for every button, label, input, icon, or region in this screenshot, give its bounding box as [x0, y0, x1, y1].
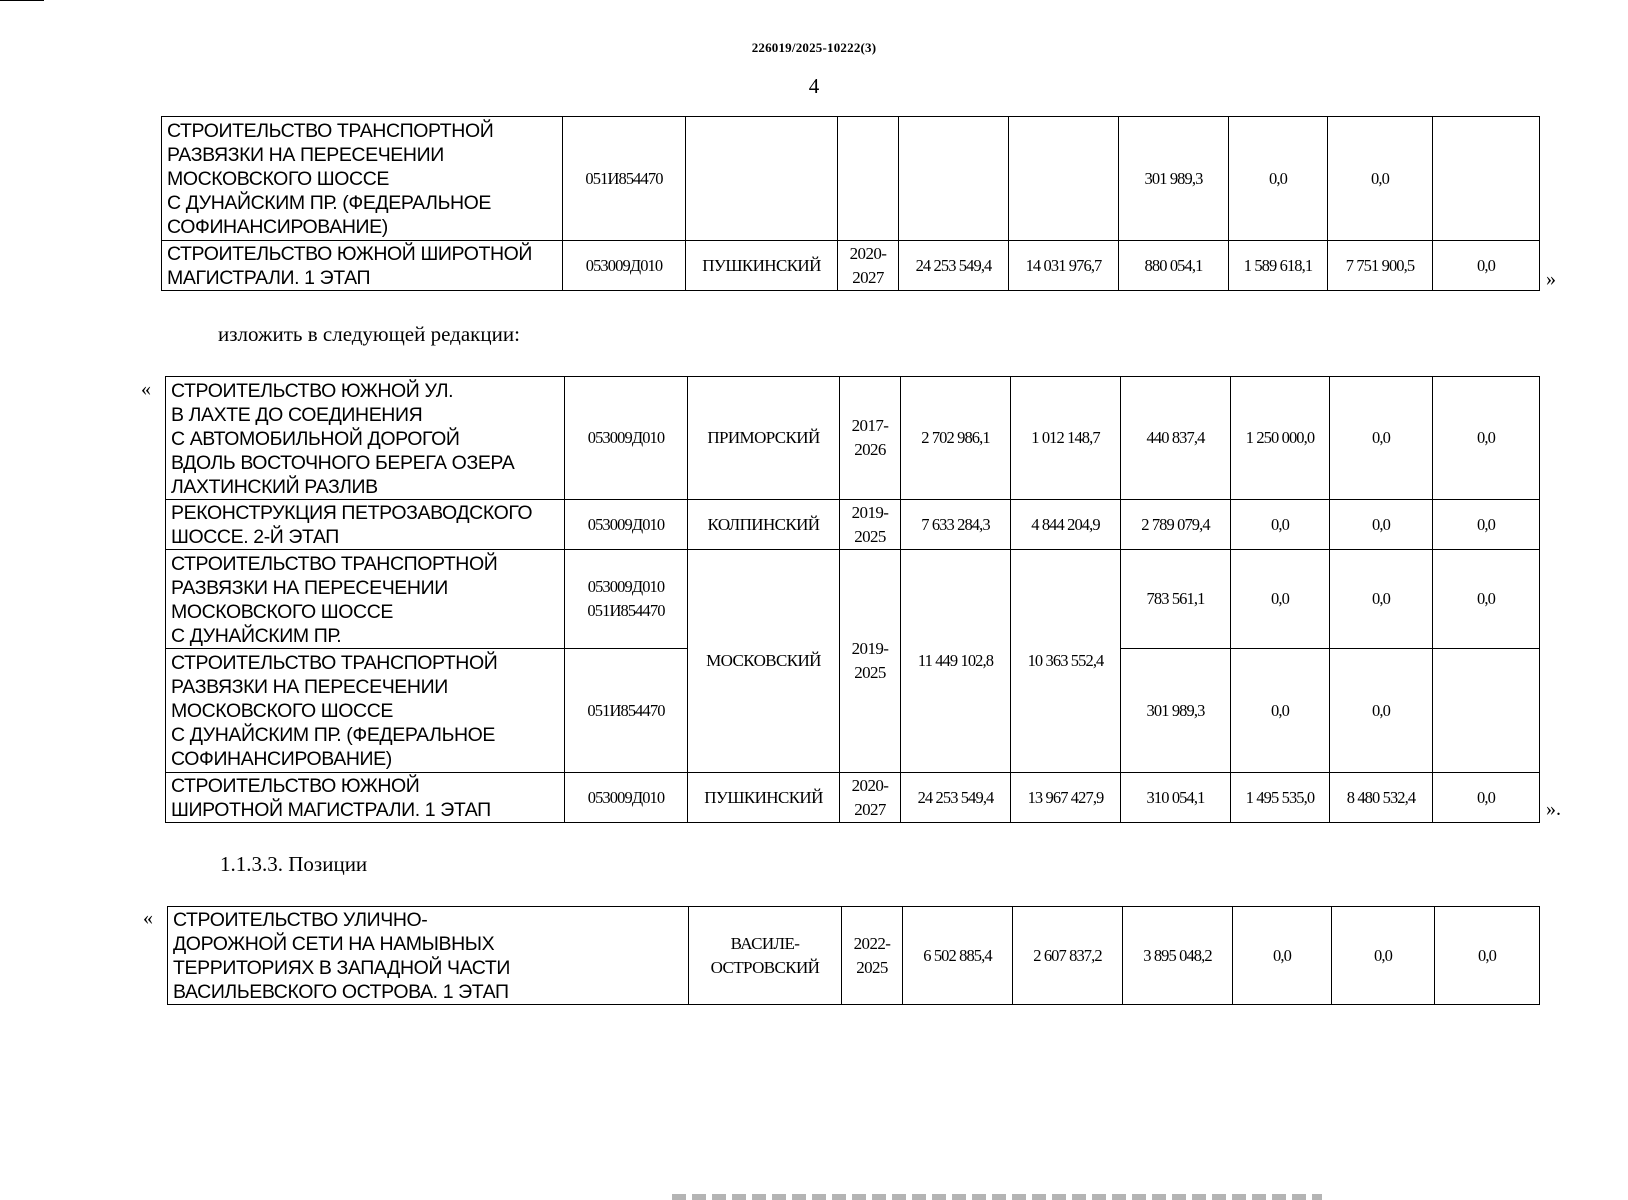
table-top [161, 116, 1540, 291]
object-name: СТРОИТЕЛЬСТВО ЮЖНОЙ ШИРОТНОЙ МАГИСТРАЛИ. 1 ЭТАП [171, 775, 491, 821]
paragraph-section-heading: 1.1.3.3. Позиции [220, 852, 368, 876]
year-1-value: 3 895 048,2 [1123, 907, 1233, 1005]
year-1-value: 310 054,1 [1121, 773, 1231, 823]
year-3-value: 7 751 900,5 [1328, 241, 1433, 291]
year-2-value: 0,0 [1231, 649, 1330, 773]
previous-financing: 1 012 148,7 [1011, 377, 1121, 500]
table-row [162, 117, 1540, 241]
district: ПУШКИНСКИЙ [688, 773, 840, 823]
year-4-value: 0,0 [1433, 773, 1540, 823]
year-2-value: 1 589 618,1 [1229, 241, 1328, 291]
total-cost [899, 117, 1009, 241]
opening-quote: « [141, 378, 151, 400]
year-2-value: 1 250 000,0 [1231, 377, 1330, 500]
budget-code: 053009Д010 [563, 241, 686, 291]
object-name: СТРОИТЕЛЬСТВО ТРАНСПОРТНОЙ РАЗВЯЗКИ НА ПЕРЕСЕЧЕНИИ МОСКОВСКОГО ШОССЕ С ДУНАЙСКИМ ПР. [171, 552, 498, 647]
total-cost: 24 253 549,4 [901, 773, 1011, 823]
district [686, 117, 838, 241]
object-name: СТРОИТЕЛЬСТВО ЮЖНОЙ ШИРОТНОЙ МАГИСТРАЛИ. 1 ЭТАП [167, 243, 533, 289]
year-3-value: 0,0 [1328, 117, 1433, 241]
district: КОЛПИНСКИЙ [688, 500, 840, 550]
budget-code: 051И854470 [565, 649, 688, 773]
cut-off-footer-line [672, 1194, 1322, 1200]
budget-code: 053009Д010 051И854470 [565, 550, 688, 649]
total-cost: 24 253 549,4 [899, 241, 1009, 291]
paragraph-edit-instruction: изложить в следующей редакции: [218, 322, 520, 346]
year-2-value: 0,0 [1231, 550, 1330, 649]
closing-quote: ». [1546, 798, 1561, 820]
budget-code: 053009Д010 [565, 500, 688, 550]
object-name: СТРОИТЕЛЬСТВО ТРАНСПОРТНОЙ РАЗВЯЗКИ НА ПЕРЕСЕЧЕНИИ МОСКОВСКОГО ШОССЕ С ДУНАЙСКИМ ПР. (ФЕДЕРАЛЬНОЕ СОФИНАНСИРОВАНИЕ) [171, 652, 498, 770]
year-1-value: 301 989,3 [1121, 649, 1231, 773]
table-row [166, 377, 1540, 500]
previous-financing: 2 607 837,2 [1013, 907, 1123, 1005]
district: ВАСИЛЕ- ОСТРОВСКИЙ [689, 907, 842, 1005]
year-1-value: 880 054,1 [1119, 241, 1229, 291]
year-3-value: 0,0 [1330, 500, 1433, 550]
budget-code: 051И854470 [563, 117, 686, 241]
table-row [168, 907, 1540, 1005]
year-4-value: 0,0 [1433, 377, 1540, 500]
table-positions [167, 906, 1540, 1005]
period: 2020- 2027 [840, 773, 901, 823]
year-4-value [1433, 649, 1540, 773]
object-name: СТРОИТЕЛЬСТВО ТРАНСПОРТНОЙ РАЗВЯЗКИ НА ПЕРЕСЕЧЕНИИ МОСКОВСКОГО ШОССЕ С ДУНАЙСКИМ ПР. (ФЕДЕРАЛЬНОЕ СОФИНАНСИРОВАНИЕ) [167, 120, 494, 238]
year-3-value: 0,0 [1330, 649, 1433, 773]
table-row [166, 500, 1540, 550]
object-name: СТРОИТЕЛЬСТВО ЮЖНОЙ УЛ. В ЛАХТЕ ДО СОЕДИНЕНИЯ С АВТОМОБИЛЬНОЙ ДОРОГОЙ ВДОЛЬ ВОСТОЧНОГО БЕРЕГА ОЗЕРА ЛАХТИНСКИЙ РАЗЛИВ [171, 379, 515, 498]
table-row [166, 550, 1540, 649]
year-1-value: 2 789 079,4 [1121, 500, 1231, 550]
table-revised [165, 376, 1540, 823]
period: 2020- 2027 [838, 241, 899, 291]
page-number: 4 [808, 74, 820, 98]
year-2-value: 1 495 535,0 [1231, 773, 1330, 823]
period [838, 117, 899, 241]
total-cost: 6 502 885,4 [903, 907, 1013, 1005]
previous-financing: 14 031 976,7 [1009, 241, 1119, 291]
object-name: СТРОИТЕЛЬСТВО УЛИЧНО- ДОРОЖНОЙ СЕТИ НА НАМЫВНЫХ ТЕРРИТОРИЯХ В ЗАПАДНОЙ ЧАСТИ ВАСИЛЬЕВСКОГО ОСТРОВА. 1 ЭТАП [173, 909, 510, 1003]
previous-financing: 10 363 552,4 [1011, 550, 1121, 773]
total-cost: 2 702 986,1 [901, 377, 1011, 500]
year-2-value: 0,0 [1229, 117, 1328, 241]
period: 2017- 2026 [840, 377, 901, 500]
year-4-value: 0,0 [1435, 907, 1540, 1005]
table-row [162, 241, 1540, 291]
closing-quote: » [1546, 268, 1556, 290]
district: ПУШКИНСКИЙ [686, 241, 838, 291]
previous-financing: 4 844 204,9 [1011, 500, 1121, 550]
year-1-value: 783 561,1 [1121, 550, 1231, 649]
district: МОСКОВСКИЙ [688, 550, 840, 773]
district: ПРИМОРСКИЙ [688, 377, 840, 500]
year-3-value: 0,0 [1332, 907, 1435, 1005]
year-3-value: 0,0 [1330, 377, 1433, 500]
total-cost: 11 449 102,8 [901, 550, 1011, 773]
year-3-value: 8 480 532,4 [1330, 773, 1433, 823]
previous-financing [1009, 117, 1119, 241]
year-4-value: 0,0 [1433, 500, 1540, 550]
table-row [166, 773, 1540, 823]
year-2-value: 0,0 [1231, 500, 1330, 550]
year-2-value: 0,0 [1233, 907, 1332, 1005]
previous-financing: 13 967 427,9 [1011, 773, 1121, 823]
period: 2019- 2025 [840, 500, 901, 550]
budget-code: 053009Д010 [565, 773, 688, 823]
year-4-value [1433, 117, 1540, 241]
total-cost: 7 633 284,3 [901, 500, 1011, 550]
period: 2019- 2025 [840, 550, 901, 773]
year-1-value: 301 989,3 [1119, 117, 1229, 241]
year-3-value: 0,0 [1330, 550, 1433, 649]
year-1-value: 440 837,4 [1121, 377, 1231, 500]
budget-code: 053009Д010 [565, 377, 688, 500]
object-name: РЕКОНСТРУКЦИЯ ПЕТРОЗАВОДСКОГО ШОССЕ. 2-Й ЭТАП [171, 502, 533, 548]
year-4-value: 0,0 [1433, 241, 1540, 291]
year-4-value: 0,0 [1433, 550, 1540, 649]
period: 2022- 2025 [842, 907, 903, 1005]
opening-quote: « [143, 907, 153, 929]
document-id: 226019/2025-10222(3) [751, 40, 877, 55]
corner-rule [0, 0, 44, 1]
